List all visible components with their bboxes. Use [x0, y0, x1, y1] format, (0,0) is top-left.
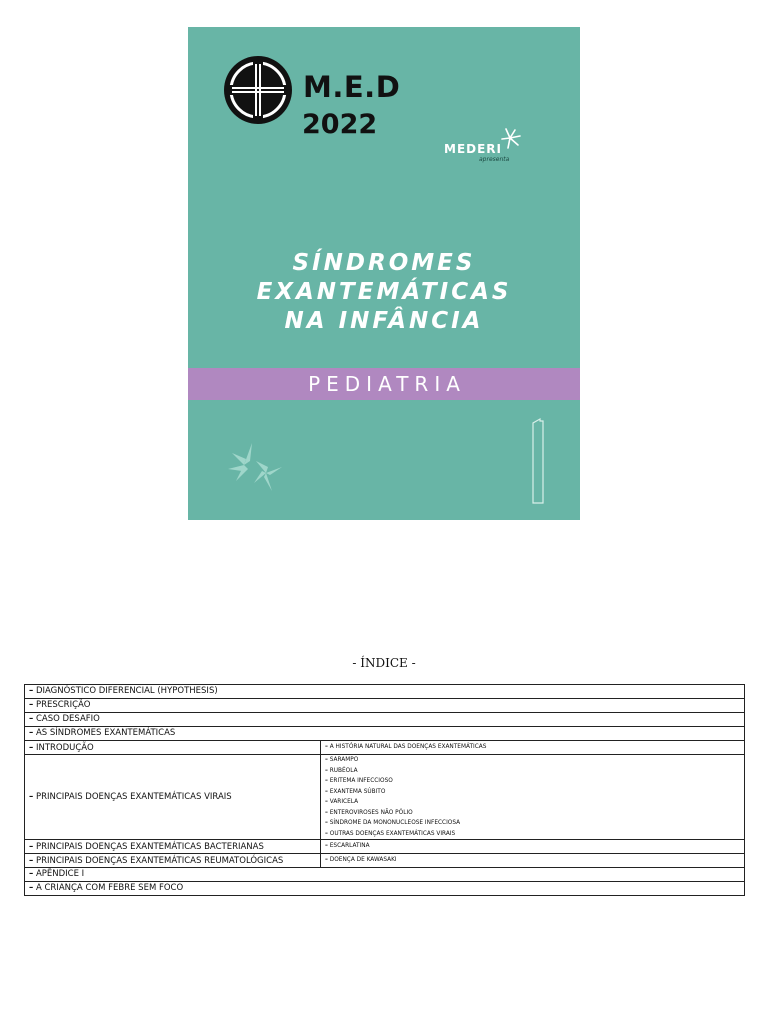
index-subentry-label: SÍNDROME DA MONONUCLEOSE INFECCIOSA: [329, 820, 461, 826]
index-entry-label: CASO DESAFIO: [35, 714, 100, 724]
table-row: [25, 868, 745, 882]
cover-title-line: NA INFÂNCIA: [284, 308, 484, 334]
bullet: –: [29, 714, 34, 724]
table-row: [25, 685, 745, 699]
bullet: –: [29, 728, 34, 738]
edition-year: 2022: [302, 109, 378, 140]
table-row: [25, 699, 745, 713]
index-subentry-label: RUBÉOLA: [329, 767, 358, 774]
index-entry-label: PRINCIPAIS DOENÇAS EXANTEMÁTICAS REUMATOLÓGICAS: [35, 855, 284, 866]
index-subentry-label: ENTEROVIROSES NÃO PÓLIO: [329, 809, 413, 816]
index-subentry[interactable]: [325, 797, 740, 808]
bullet: –: [325, 778, 328, 784]
cover-title: [188, 249, 580, 336]
bullet: –: [325, 857, 328, 864]
brand-name: M.E.D: [303, 70, 401, 104]
index-entry-label: AS SÍNDROMES EXANTEMÁTICAS: [35, 728, 176, 738]
index-subentries: [321, 854, 745, 868]
index-subentry-label: EXANTEMA SÚBITO: [329, 788, 386, 795]
bullet: –: [29, 855, 34, 866]
bullet: –: [325, 809, 328, 816]
med-logo-icon: [222, 54, 294, 126]
table-row: [25, 713, 745, 727]
index-entry[interactable]: [25, 685, 745, 699]
bullet: –: [325, 820, 328, 826]
index-subentry-label: VARICELA: [329, 799, 359, 805]
bullet: –: [29, 883, 34, 893]
bullet: –: [325, 744, 328, 751]
specialty-band: [188, 368, 580, 400]
index-subentry-label: A HISTÓRIA NATURAL DAS DOENÇAS EXANTEMÁTICAS: [329, 744, 487, 751]
index-subentry[interactable]: [325, 787, 740, 798]
publisher-tagline: apresenta: [479, 156, 510, 163]
index-subentry[interactable]: [325, 755, 740, 766]
index-subentry[interactable]: [325, 808, 740, 819]
index-table: [24, 684, 745, 896]
index-entry[interactable]: [25, 868, 745, 882]
bullet: –: [29, 841, 34, 852]
bullet: –: [325, 788, 328, 795]
index-entry[interactable]: [25, 713, 745, 727]
index-subentry[interactable]: [325, 855, 740, 866]
table-row: [25, 741, 745, 755]
cover-title-line: EXANTEMÁTICAS: [256, 279, 512, 305]
index-subentry[interactable]: [325, 818, 740, 829]
index-entry-label: DIAGNÓSTICO DIFERENCIAL (HYPOTHESIS): [35, 686, 218, 696]
bullet: –: [325, 843, 328, 850]
index-subentry[interactable]: [325, 766, 740, 777]
index-entry-label: APÊNDICE I: [35, 869, 85, 879]
index-entry-label: PRINCIPAIS DOENÇAS EXANTEMÁTICAS BACTERIANAS: [35, 841, 264, 852]
index-subentries: [321, 840, 745, 854]
index-subentry[interactable]: [325, 829, 740, 840]
bullet: –: [29, 792, 34, 802]
bullet: –: [29, 700, 34, 710]
specialty-label: PEDIATRIA: [308, 372, 466, 396]
table-row: [25, 840, 745, 854]
index-heading: - ÍNDICE -: [352, 656, 416, 670]
index-entry[interactable]: [25, 755, 321, 840]
index-subentry[interactable]: [325, 742, 740, 753]
table-row: [25, 882, 745, 896]
index-subentry-label: ESCARLATINA: [329, 843, 370, 850]
index-entry-label: PRESCRIÇÃO: [35, 700, 91, 710]
publisher-name: MEDERI: [444, 142, 503, 156]
bullet: –: [325, 799, 328, 805]
book-cover: [188, 27, 580, 520]
index-entry[interactable]: [25, 699, 745, 713]
index-entry[interactable]: [25, 727, 745, 741]
index-entry[interactable]: [25, 882, 745, 896]
index-subentries: [321, 755, 745, 840]
table-row: [25, 854, 745, 868]
bullet: –: [325, 757, 328, 763]
leaf-decoration-icon: [226, 439, 288, 495]
index-entry[interactable]: [25, 741, 321, 755]
index-subentry-label: OUTRAS DOENÇAS EXANTEMÁTICAS VIRAIS: [329, 830, 456, 837]
index-entry[interactable]: [25, 854, 321, 868]
table-row: [25, 755, 745, 840]
bullet: –: [29, 742, 34, 753]
bullet: –: [29, 686, 34, 696]
index-subentry-label: ERITEMA INFECCIOSO: [329, 778, 393, 784]
index-subentry[interactable]: [325, 841, 740, 852]
index-entry-label: A CRIANÇA COM FEBRE SEM FOCO: [35, 883, 184, 893]
bullet: –: [29, 869, 34, 879]
bookmark-icon: [531, 417, 545, 505]
index-subentry-label: SARAMPO: [329, 757, 359, 763]
index-entry[interactable]: [25, 840, 321, 854]
index-subentry[interactable]: [325, 776, 740, 787]
bullet: –: [325, 830, 328, 837]
index-subentries: [321, 741, 745, 755]
cover-title-line: SÍNDROMES: [292, 250, 476, 276]
index-entry-label: PRINCIPAIS DOENÇAS EXANTEMÁTICAS VIRAIS: [35, 792, 232, 802]
index-entry-label: INTRODUÇÃO: [35, 742, 94, 753]
table-row: [25, 727, 745, 741]
bullet: –: [325, 767, 328, 774]
index-subentry-label: DOENÇA DE KAWASAKI: [329, 857, 397, 864]
